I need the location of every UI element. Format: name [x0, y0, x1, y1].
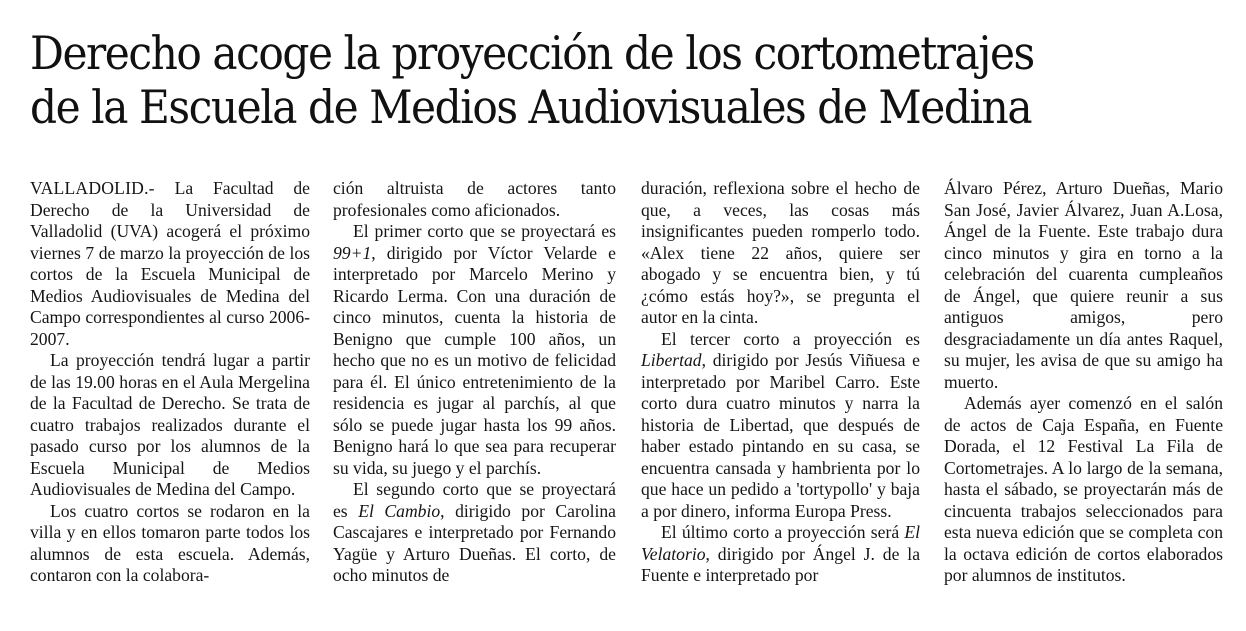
text-run: , dirigido por Ángel J. de la Fuente e interpretado por: [641, 543, 920, 585]
article-column-1: [30, 178, 310, 587]
lead-text: La Facultad de Derecho de la Universidad de Valladolid (UVA) acogerá el próximo viernes 7 de marzo la proyección de los cortos de la Escuela Municipal de Medios Audiovisuales de Medina del Campo correspondientes al curso 2006-2007.: [30, 178, 310, 349]
paragraph: [641, 522, 920, 587]
text-run: El segundo corto que se proyectará es: [333, 479, 616, 521]
text-run: , dirigido por Víctor Velarde e interpretado por Marcelo Merino y Ricardo Lerma. Con una duración de cinco minutos, cuenta la historia de Benigno que cumple 100 años, un hecho que no es un motivo de felicidad para él. El único entretenimiento de la residencia es jugar al parchís, al que sólo se puede jugar hasta los 99 años. Benigno hará lo que sea para recuperar su vida, su juego y el parchís.: [333, 242, 616, 478]
article-column-4: [944, 178, 1223, 587]
text-run: , dirigido por Jesús Viñuesa e interpretado por Maribel Carro. Este corto dura cuatro minutos y narra la historia de Libertad, que después de haber estado pintando en su casa, se encuentra cansada y hambrienta por lo que hace un pedido a 'tortypollo' y baja a por dinero, informa Europa Press.: [641, 350, 920, 521]
text-run: El tercer corto a proyección es: [661, 328, 920, 349]
paragraph-lead: [30, 178, 310, 350]
paragraph-continued: duración, reflexiona sobre el hecho de que, a veces, las cosas más insignificantes pueden romperlo todo. «Alex tiene 22 años, quiere ser abogado y se encuentra bien, y tú ¿cómo estás hoy?», se pregunta el autor en la cinta.: [641, 178, 920, 327]
paragraph: Además ayer comenzó en el salón de actos de Caja España, en Fuente Dorada, el 12 Festival La Fila de Cortometrajes. A lo largo de la semana, hasta el sábado, se proyectarán más de cincuenta trabajos seleccionados para esta nueva edición que se completa con la octava edición de cortos elaborados por alumnos de institutos.: [944, 393, 1223, 585]
paragraph-continued: Álvaro Pérez, Arturo Dueñas, Mario San José, Javier Álvarez, Juan A.Losa, Ángel de la Fuente. Este trabajo dura cinco minutos y gira en torno a la celebración del cuarenta cumpleaños de Ángel, que quiere reunir a sus antiguos amigos, pero desgraciadamente un día antes Raquel, su mujer, les avisa de que su amigo ha muerto.: [944, 178, 1223, 392]
headline-line-1: Derecho acoge la proyección de los cortometrajes: [30, 26, 1034, 80]
dateline: VALLADOLID.-: [30, 178, 155, 198]
text-run: El último corto a proyección será: [661, 522, 905, 542]
text-run: El primer corto que se proyectará es: [353, 221, 616, 241]
film-title: El Cambio: [358, 500, 441, 521]
article-column-2: [333, 178, 616, 587]
headline: [30, 26, 1143, 134]
film-title: Libertad: [641, 350, 702, 370]
paragraph: [641, 329, 920, 523]
paragraph-continued: ción altruista de actores tanto profesionales como aficionados.: [333, 178, 616, 220]
paragraph: La proyección tendrá lugar a partir de las 19.00 horas en el Aula Mergelina de la Facultad de Derecho. Se trata de cuatro trabajos realizados durante el pasado curso por los alumnos de la Escuela Municipal de Medios Audiovisuales de Medina del Campo.: [30, 350, 310, 499]
paragraph: [333, 479, 616, 587]
article-column-3: [641, 178, 920, 587]
text-run: , dirigido por Carolina Cascajares e interpretado por Fernando Yagüe y Arturo Dueñas. El corto, de ocho minutos de: [333, 500, 616, 585]
film-title: 99+1: [333, 242, 372, 263]
headline-line-2: de la Escuela de Medios Audiovisuales de Medina: [30, 80, 1032, 134]
paragraph: [333, 221, 616, 479]
film-title: El Velatorio: [641, 522, 920, 564]
paragraph: Los cuatro cortos se rodaron en la villa y en ellos tomaron parte todos los alumnos de esta escuela. Además, contaron con la colabora-: [30, 500, 310, 585]
